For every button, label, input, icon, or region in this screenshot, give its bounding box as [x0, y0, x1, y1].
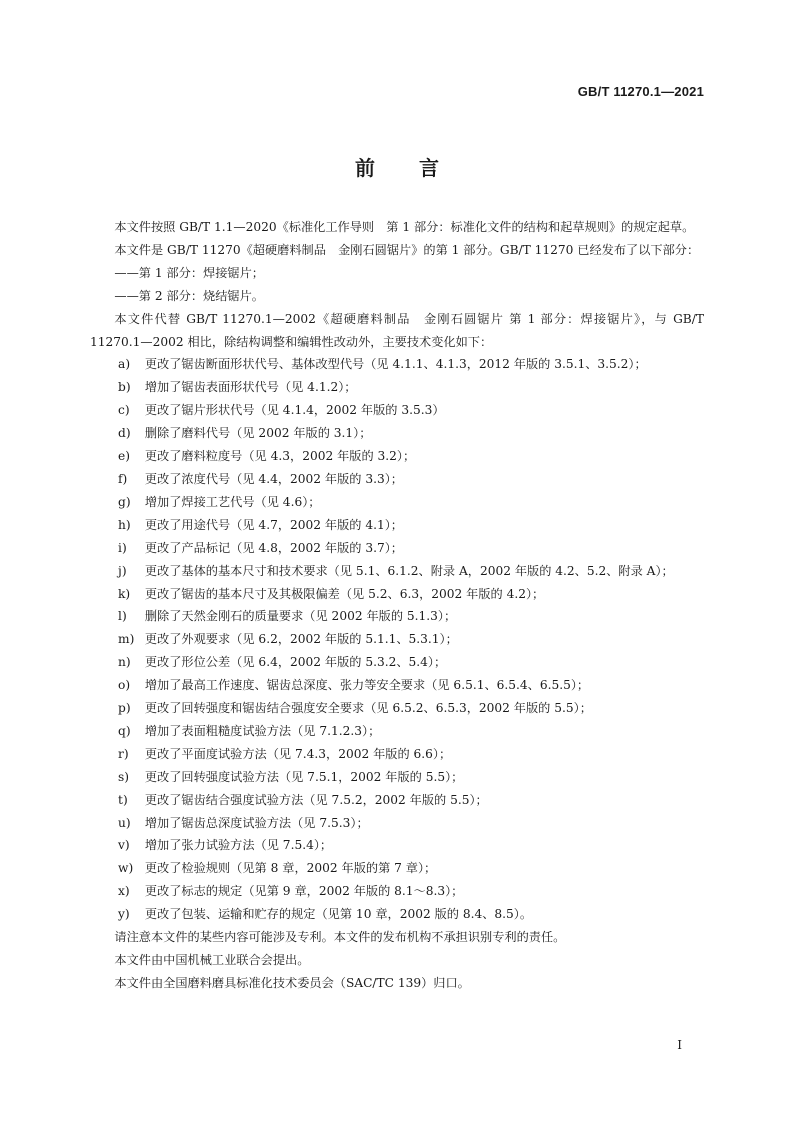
change-item: [90, 468, 704, 491]
change-text: 增加了锯齿表面形状代号（见 4.1.2）；: [144, 380, 357, 395]
technical-changes-list: [90, 353, 704, 926]
change-text: 增加了焊接工艺代号（见 4.6）；: [144, 494, 321, 509]
change-text: 增加了锯齿总深度试验方法（见 7.5.3）；: [144, 815, 369, 830]
change-label: g): [118, 494, 131, 509]
change-text: 更改了回转强度和锯齿结合强度安全要求（见 6.5.2、6.5.3，2002 年版的 5.5）；: [144, 701, 592, 716]
change-item: [90, 651, 704, 674]
change-item: [90, 766, 704, 789]
change-text: 增加了表面粗糙度试验方法（见 7.1.2.3）；: [144, 723, 381, 738]
title-char-1: 前: [355, 156, 375, 180]
change-item: [90, 628, 704, 651]
change-item: [90, 880, 704, 903]
change-text: 更改了外观要求（见 6.2，2002 年版的 5.1.1、5.3.1）；: [144, 632, 458, 647]
change-item: [90, 812, 704, 835]
change-item: [90, 605, 704, 628]
change-label: h): [118, 517, 131, 532]
change-text: 更改了形位公差（见 6.4，2002 年版的 5.3.2、5.4）；: [144, 655, 447, 670]
change-text: 更改了锯齿的基本尺寸及其极限偏差（见 5.2、6.3，2002 年版的 4.2）；: [144, 586, 545, 601]
change-label: n): [118, 655, 131, 670]
paragraph-drafting-rule: 本文件按照 GB/T 1.1—2020《标准化工作导则 第 1 部分：标准化文件的结构和起草规则》的规定起草。: [114, 220, 695, 234]
change-label: l): [118, 609, 127, 624]
change-text: 更改了基体的基本尺寸和技术要求（见 5.1、6.1.2、附录 A，2002 年版的 4.2、5.2、附录 A）；: [144, 563, 674, 578]
change-label: u): [118, 815, 131, 830]
change-item: [90, 353, 704, 376]
change-item: [90, 834, 704, 857]
change-item: [90, 537, 704, 560]
change-label: s): [118, 769, 130, 784]
page-title: [0, 152, 794, 181]
change-item: [90, 583, 704, 606]
change-text: 增加了最高工作速度、锯齿总深度、张力等安全要求（见 6.5.1、6.5.4、6.5.5）；: [144, 678, 590, 693]
change-text: 更改了标志的规定（见第 9 章，2002 年版的 8.1～8.3）；: [144, 884, 464, 899]
foreword-body: [90, 216, 704, 995]
change-text: 更改了锯片形状代号（见 4.1.4，2002 年版的 3.5.3）: [144, 403, 445, 418]
change-label: m): [118, 632, 135, 647]
change-text: 更改了锯齿结合强度试验方法（见 7.5.2，2002 年版的 5.5）；: [144, 792, 488, 807]
list-item-part-1: ——第 1 部分：焊接锯片；: [114, 265, 264, 280]
change-item: [90, 789, 704, 812]
change-text: 更改了浓度代号（见 4.4，2002 年版的 3.3）；: [144, 471, 403, 486]
change-label: p): [118, 701, 131, 716]
change-label: y): [118, 907, 130, 922]
change-text: 更改了平面度试验方法（见 7.4.3，2002 年版的 6.6）；: [144, 746, 452, 761]
change-label: i): [118, 540, 127, 555]
paragraph-patent-notice: 请注意本文件的某些内容可能涉及专利。本文件的发布机构不承担识别专利的责任。: [114, 930, 566, 945]
change-label: r): [118, 746, 129, 761]
change-label: t): [118, 792, 128, 807]
change-item: [90, 743, 704, 766]
change-item: [90, 720, 704, 743]
paragraph-replacement: 本文件代替 GB/T 11270.1—2002《超硬磨料制品 金刚石圆锯片 第 1 部分：焊接锯片》，与 GB/T 11270.1—2002 相比，除结构调整和编辑性改动外，主要技术变化如下：: [90, 311, 704, 349]
change-text: 删除了磨料代号（见 2002 年版的 3.1）；: [144, 426, 372, 441]
change-label: k): [118, 586, 131, 601]
change-text: 更改了包装、运输和贮存的规定（见第 10 章，2002 版的 8.4、8.5）。: [144, 907, 533, 922]
change-item: [90, 445, 704, 468]
change-item: [90, 697, 704, 720]
change-label: c): [118, 403, 130, 418]
change-text: 删除了天然金刚石的质量要求（见 2002 年版的 5.1.3）；: [144, 609, 457, 624]
change-item: [90, 514, 704, 537]
change-label: o): [118, 678, 131, 693]
change-item: [90, 903, 704, 926]
page-number: I: [677, 1038, 682, 1052]
change-item: [90, 376, 704, 399]
change-text: 更改了用途代号（见 4.7，2002 年版的 4.1）；: [144, 517, 403, 532]
change-text: 增加了张力试验方法（见 7.5.4）；: [144, 838, 333, 853]
change-item: [90, 674, 704, 697]
change-item: [90, 857, 704, 880]
paragraph-part-statement: 本文件是 GB/T 11270《超硬磨料制品 金刚石圆锯片》的第 1 部分。GB/T 11270 已经发布了以下部分：: [114, 242, 700, 257]
paragraph-centralized-by: 本文件由全国磨料磨具标准化技术委员会（SAC/TC 139）归口。: [114, 975, 470, 990]
change-label: e): [118, 449, 131, 464]
change-label: f): [118, 471, 128, 486]
change-item: [90, 399, 704, 422]
change-text: 更改了磨料粒度号（见 4.3，2002 年版的 3.2）；: [144, 449, 416, 464]
change-item: [90, 491, 704, 514]
standard-code: GB/T 11270.1—2021: [577, 84, 704, 99]
change-label: w): [118, 861, 134, 876]
change-text: 更改了回转强度试验方法（见 7.5.1，2002 年版的 5.5）；: [144, 769, 464, 784]
change-text: 更改了产品标记（见 4.8，2002 年版的 3.7）；: [144, 540, 403, 555]
change-label: q): [118, 723, 131, 738]
change-item: [90, 422, 704, 445]
change-item: [90, 560, 704, 583]
change-text: 更改了检验规则（见第 8 章，2002 年版的第 7 章）；: [144, 861, 437, 876]
paragraph-proposer: 本文件由中国机械工业联合会提出。: [114, 953, 310, 967]
change-label: j): [118, 563, 127, 578]
change-label: x): [118, 884, 130, 899]
change-label: b): [118, 380, 131, 395]
change-label: d): [118, 426, 131, 441]
title-char-2: 言: [419, 156, 439, 180]
change-label: a): [118, 357, 131, 372]
change-text: 更改了锯齿断面形状代号、基体改型代号（见 4.1.1、4.1.3，2012 年版的 3.5.1、3.5.2）；: [144, 357, 647, 372]
list-item-part-2: ——第 2 部分：烧结锯片。: [114, 288, 264, 303]
change-label: v): [118, 838, 130, 853]
